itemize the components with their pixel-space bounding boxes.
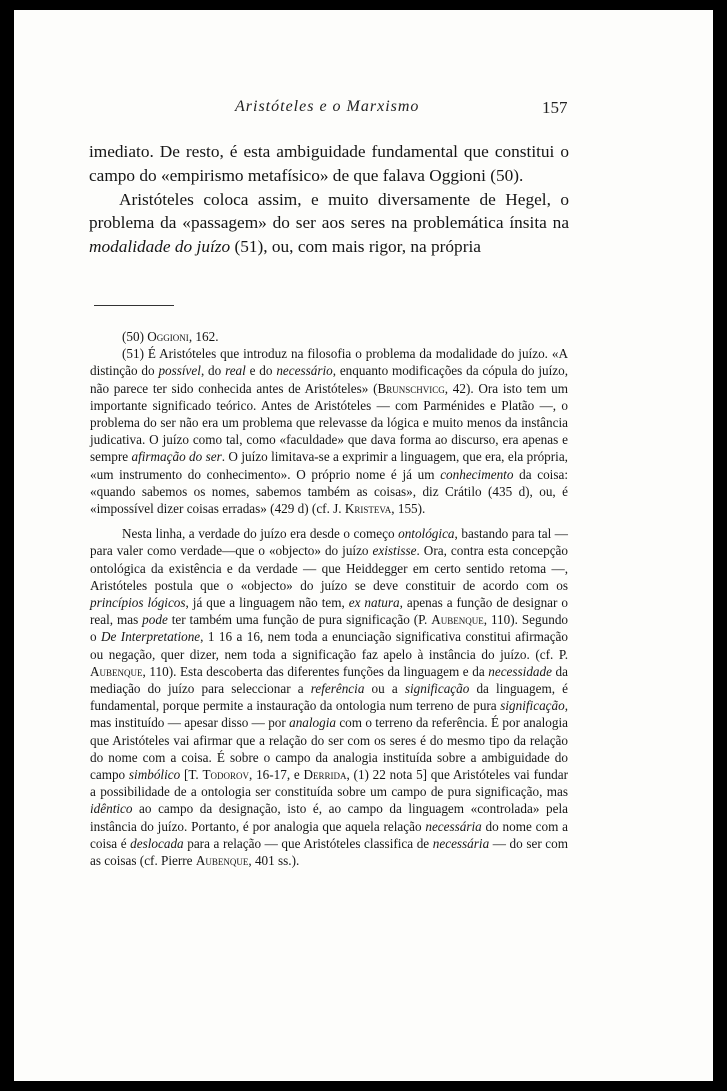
emphasis: modalidade do juízo bbox=[89, 237, 231, 257]
footnote-50: (50) Oggioni, 162. bbox=[122, 329, 219, 344]
main-text bbox=[89, 140, 569, 259]
running-title: Aristóteles e o Marxismo bbox=[235, 98, 420, 115]
running-header bbox=[14, 98, 713, 122]
paragraph-2-text: Aristóteles coloca assim, e muito diversamente de Hegel, o problema da «passagem» do ser aos seres na problemática ínsita na bbox=[89, 189, 569, 233]
footnote-51-continuation: Nesta linha, a verdade do juízo era desde o começo ontológica, bastando para tal — para valer como verdade—que o «objecto» do juízo existisse. Ora, contra esta concepção ontológica da existência e da verdade — que Heiddegger em certo sentido retoma —, Aristóteles postula que o «objecto» do juízo se deve constituir de acordo com os princípios lógicos, já que a linguagem não tem, ex natura, apenas a função de designar o real, mas pode ter também uma função de pura significação (P. Aubenque, 110). Segundo o De Interpretatione, 1 16 a 16, nem toda a enunciação significativa constitui afirmação ou negação, quer dizer, nem toda a significação faz apelo à instância do juízo. (cf. P. Aubenque, 110). Esta descoberta das diferentes funções da linguagem e da necessidade da mediação do juízo para seleccionar a referência ou a significação da linguagem, é fundamental, porque permite a instauração da ontologia num terreno de pura significação, mas instituído — apesar disso — por analogia com o terreno da referência. É por analogia que Aristóteles vai afirmar que a relação do ser com os seres é do mesmo tipo da relação do nome com a coisa. É sobre o campo da analogia instituída sobre a ambiguidade do campo simbólico [T. Todorov, 16-17, e Derrida, (1) 22 nota 5] que Aristóteles vai fundar a possibilidade de a ontologia ser constituída sobre um campo de pura significação, mas idêntico ao campo da designação, isto é, ao campo da linguagem «controlada» pela instância do juízo. Portanto, é por analogia que aquela relação necessária do nome com a coisa é deslocada para a relação — que Aristóteles classifica de necessária — do ser com as coisas (cf. Pierre Aubenque, 401 ss.). bbox=[90, 526, 569, 869]
footnote-separator bbox=[94, 305, 174, 306]
paragraph-1 bbox=[89, 140, 569, 188]
paragraph-2 bbox=[89, 188, 569, 259]
paragraph-2-text: (51), ou, com mais rigor, na própria bbox=[230, 237, 481, 257]
footnotes bbox=[90, 328, 568, 869]
book-page bbox=[14, 10, 713, 1081]
page-number: 157 bbox=[542, 98, 568, 117]
paragraph-1-text: imediato. De resto, é esta ambiguidade fundamental que constitui o campo do «empirismo metafísico» de que falava Oggioni (50). bbox=[89, 142, 569, 185]
footnote-51: (51) É Aristóteles que introduz na filosofia o problema da modalidade do juízo. «A distinção do possível, do real e do necessário, enquanto modificações da cópula do juízo, não parece ter sido conhecida antes de Aristóteles» (Brunschvicg, 42). Ora isto tem um importante significado teórico. Antes de Aristóteles — com Parménides e Platão —, o problema do ser não era um problema que relevasse da lógica e muito menos da instância judicativa. O juízo como tal, como «faculdade» que dava forma ao discurso, era apenas e sempre afirmação do ser. O juízo limitava-se a exprimir a linguagem, que era, ela própria, «um instrumento do conhecimento». O próprio nome é já um conhecimento da coisa: «quando sabemos os nomes, sabemos também as coisas», diz Crátilo (435 d), ou, é «impossível dizer coisas erradas» (429 d) (cf. J. Kristeva, 155). bbox=[90, 346, 568, 517]
